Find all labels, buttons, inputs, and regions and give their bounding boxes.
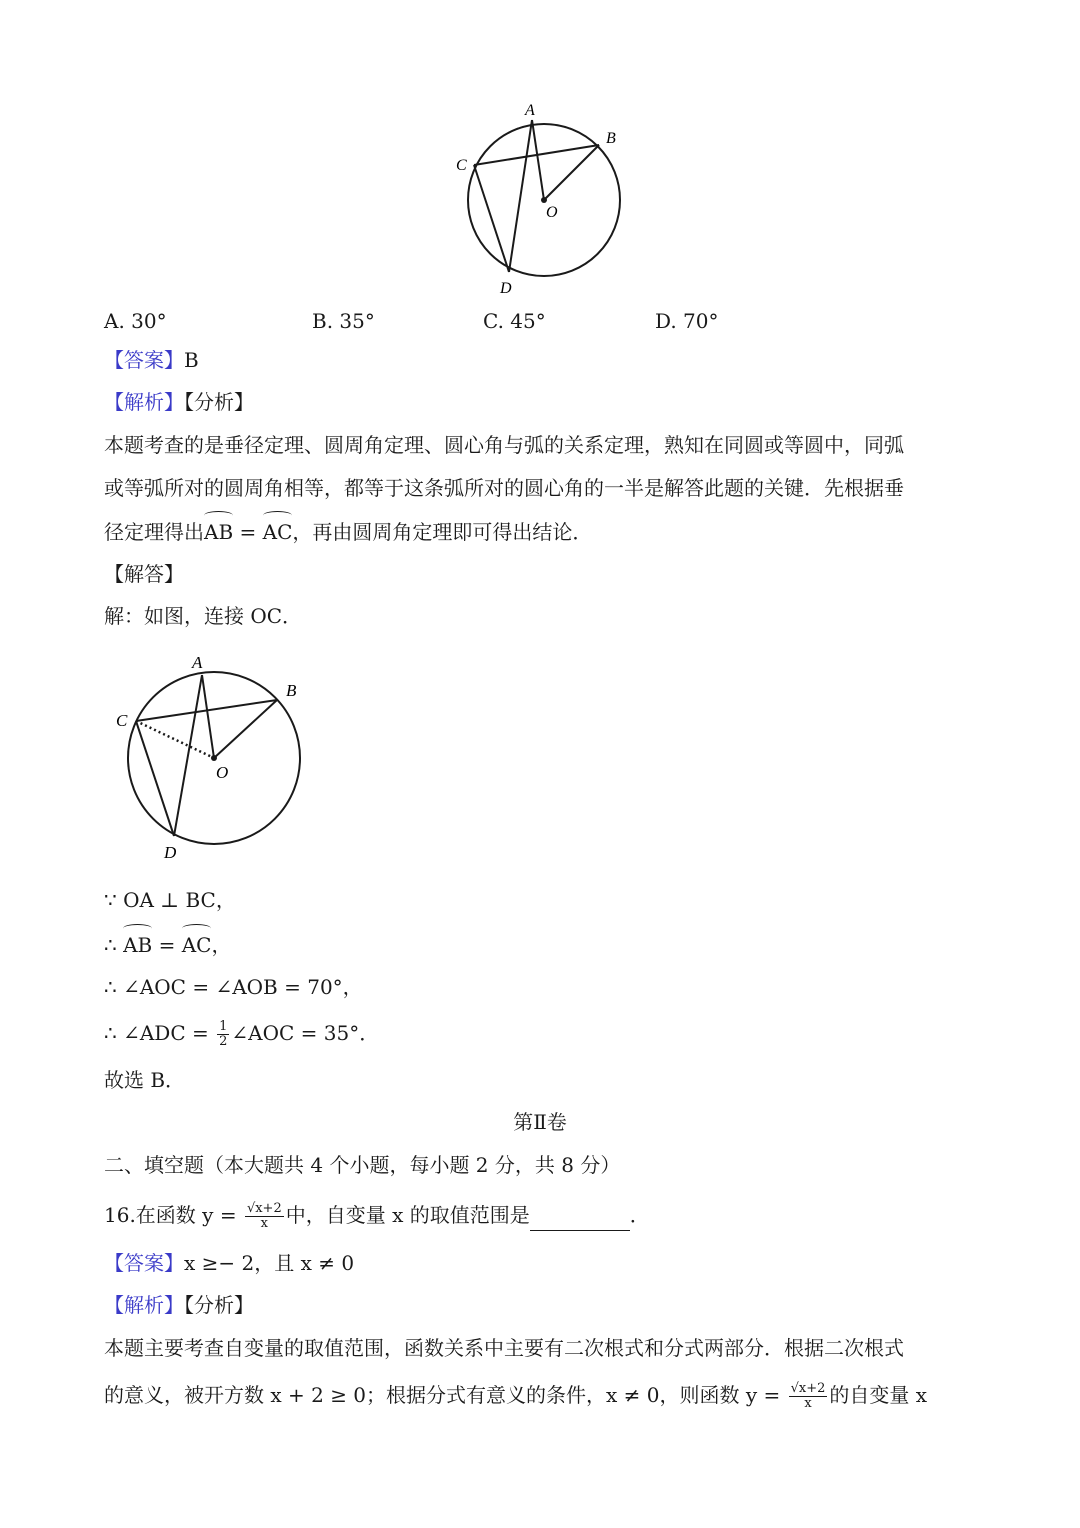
q16-analysis-line1: 本题主要考查自变量的取值范围，函数关系中主要有二次根式和分式两部分．根据二次根式 bbox=[104, 1336, 904, 1360]
text: 中，自变量 x 的取值范围是 bbox=[285, 1203, 530, 1227]
q15-analysis-line1: 本题考查的是垂径定理、圆周角定理、圆心角与弧的关系定理，熟知在同圆或等圆中，同弧 bbox=[104, 433, 904, 457]
label-o: O bbox=[546, 204, 558, 221]
label-b: B bbox=[606, 130, 616, 147]
q15-analysis-line2: 或等弧所对的圆周角相等，都等于这条弧所对的圆心角的一半是解答此题的关键．先根据垂 bbox=[104, 476, 904, 500]
text: 的自变量 x bbox=[829, 1383, 928, 1407]
option-c: C. 45° bbox=[483, 309, 546, 333]
eq: = bbox=[152, 933, 182, 957]
fraction-sqrt bbox=[245, 1202, 284, 1231]
label-d: D bbox=[164, 843, 177, 862]
text: 16.在函数 y = bbox=[104, 1203, 243, 1227]
numerator: √x+2 bbox=[246, 1201, 282, 1216]
option-b: B. 35° bbox=[312, 309, 375, 333]
analysis-subtag: 【分析】 bbox=[184, 1293, 254, 1317]
option-a: A. 30° bbox=[104, 309, 167, 333]
text: 的意义，被开方数 x + 2 ≥ 0；根据分式有意义的条件，x ≠ 0，则函数 y = bbox=[104, 1383, 787, 1407]
label-b: B bbox=[286, 681, 297, 700]
label-a: A bbox=[192, 653, 203, 672]
circle-figure-1 bbox=[440, 95, 640, 300]
q16-analysis-line2 bbox=[104, 1380, 927, 1411]
numerator: 1 bbox=[219, 1019, 228, 1034]
label-o: O bbox=[216, 763, 229, 782]
denominator: x bbox=[260, 1216, 268, 1231]
step-3: ∴ ∠AOC = ∠AOB = 70°， bbox=[104, 975, 363, 999]
step-4 bbox=[104, 1018, 379, 1049]
q16-stem bbox=[104, 1200, 650, 1231]
text: ，再由圆周角定理即可得出结论． bbox=[292, 520, 593, 544]
step-1: ∵ OA ⊥ BC， bbox=[104, 888, 236, 912]
conclusion: 故选 B． bbox=[104, 1068, 186, 1092]
text: 径定理得出 bbox=[104, 520, 204, 544]
analysis-subtag: 【分析】 bbox=[184, 390, 254, 414]
analysis-tag: 【解析】 bbox=[104, 1293, 184, 1317]
q15-solution-tag: 【解答】 bbox=[104, 562, 184, 586]
step-2 bbox=[104, 930, 231, 960]
fraction-sqrt bbox=[789, 1382, 828, 1411]
answer-value: x ≥− 2，且 x ≠ 0 bbox=[184, 1251, 355, 1275]
analysis-tag: 【解析】 bbox=[104, 390, 184, 414]
text: ． bbox=[629, 1203, 650, 1227]
label-c: C bbox=[116, 711, 128, 730]
section-heading: 二、填空题（本大题共 4 个小题，每小题 2 分，共 8 分） bbox=[104, 1153, 621, 1177]
circle-figure-2 bbox=[104, 648, 314, 866]
answer-value: B bbox=[184, 348, 199, 372]
arc-ac: AC bbox=[182, 930, 212, 960]
numerator: √x+2 bbox=[790, 1381, 826, 1396]
text: ∴ ∠ADC = bbox=[104, 1021, 216, 1045]
arc-ab: AB bbox=[123, 930, 152, 960]
answer-tag: 【答案】 bbox=[104, 1251, 184, 1275]
answer-tag: 【答案】 bbox=[104, 348, 184, 372]
fraction-half bbox=[217, 1020, 229, 1049]
denominator: 2 bbox=[219, 1034, 228, 1049]
label-d: D bbox=[500, 280, 512, 297]
q15-solution-intro: 解：如图，连接 OC． bbox=[104, 604, 303, 628]
q16-analysis-heading bbox=[104, 1290, 254, 1320]
denominator: x bbox=[804, 1396, 812, 1411]
q15-analysis-line3 bbox=[104, 517, 592, 547]
arc-ac: AC bbox=[263, 517, 293, 547]
eq: = bbox=[233, 520, 263, 544]
label-a: A bbox=[525, 102, 535, 119]
q15-answer bbox=[104, 345, 199, 375]
option-d: D. 70° bbox=[655, 309, 719, 333]
answer-blank[interactable] bbox=[530, 1208, 630, 1231]
label-c: C bbox=[456, 157, 467, 174]
arc-ab: AB bbox=[204, 517, 233, 547]
q16-answer bbox=[104, 1248, 354, 1278]
comma: ， bbox=[211, 933, 232, 957]
q15-analysis-heading bbox=[104, 387, 254, 417]
text: ∠AOC = 35°． bbox=[231, 1021, 380, 1045]
volume-title: 第Ⅱ卷 bbox=[513, 1110, 567, 1134]
therefore: ∴ bbox=[104, 933, 124, 957]
